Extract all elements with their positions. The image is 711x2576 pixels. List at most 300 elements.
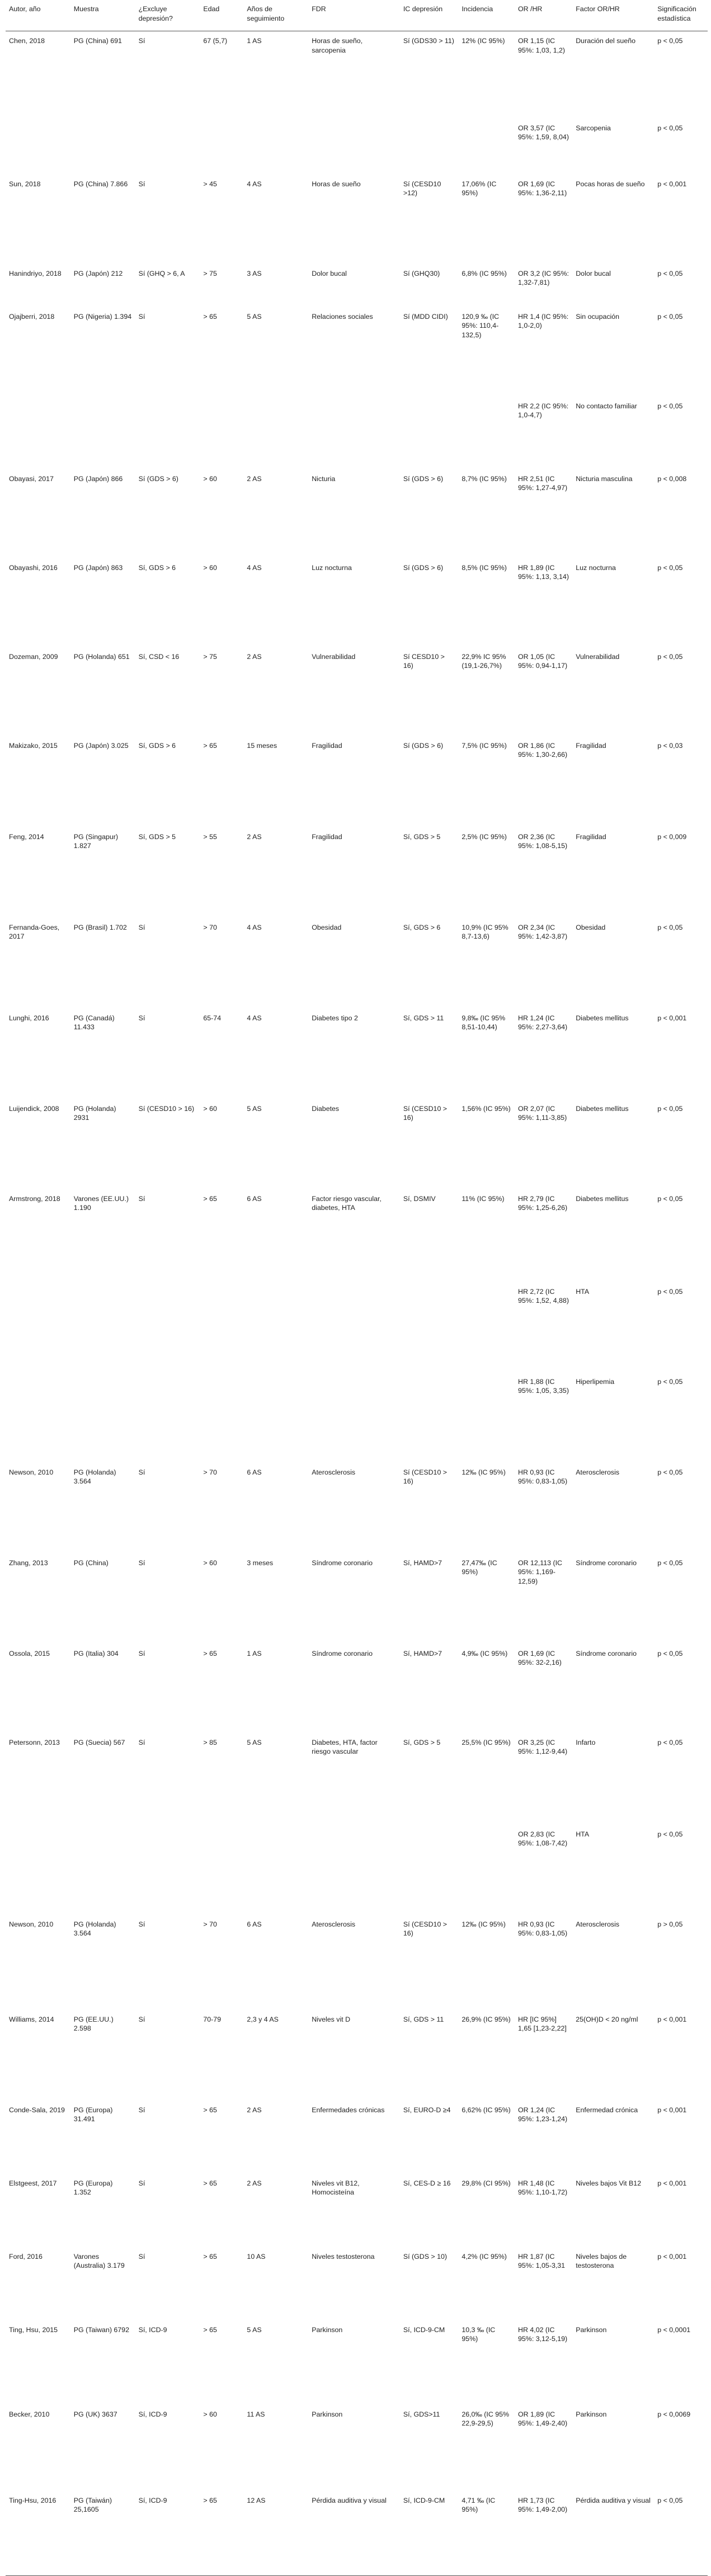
cell-author: Fernanda-Goes, 2017 [9,923,60,940]
cell-incidence [458,1282,515,1372]
cell-excludes-depression: Sí [138,1649,145,1657]
cell-excludes-depression: Sí [138,2106,145,2114]
table-row [6,2247,708,2320]
cell-risk-factor: Relaciones sociales [312,312,373,321]
column-header-significance: Significación estadística [654,0,708,31]
cell-sample: PG (Canadá) 11.433 [73,1014,115,1031]
cell-or-hr: OR 3,2 (IC 95%: 1,32-7,81) [518,269,569,286]
cell-or-hr: OR 12,113 (IC 95%: 1,169-12,59) [518,1558,562,1585]
cell-incidence: 12% (IC 95%) [462,37,505,45]
cell-or-hr: HR 2,79 (IC 95%: 1,25-6,26) [518,1194,568,1212]
cell-significance: p < 0,05 [657,1649,683,1657]
cell-incidence [458,1825,515,1915]
cell-depression-ic: Sí, GDS > 5 [403,832,441,841]
cell-follow-up: 4 AS [247,923,262,931]
cell-incidence: 22,9% IC 95% (19,1-26,7%) [462,652,506,670]
cell-depression-ic: Sí (GDS30 > 11) [403,37,454,45]
cell-author: Williams, 2014 [9,2015,54,2023]
table-row [6,1282,708,1372]
cell-or-hr: OR 1,24 (IC 95%: 1,23-1,24) [518,2106,568,2123]
cell-age: > 60 [203,2410,217,2418]
cell-sample: PG (Europa) 31.491 [73,2106,113,2123]
cell-or-hr: OR 3,57 (IC 95%: 1,59, 8,04) [518,124,569,141]
cell-follow-up: 5 AS [247,1738,262,1746]
cell-excludes-depression: Sí (GDS > 6) [138,474,178,483]
cell-risk-factor: Nicturia [312,474,336,483]
cell-age: > 70 [203,923,217,931]
cell-follow-up: 5 AS [247,2325,262,2334]
cell-factor: Síndrome coronario [576,1649,637,1657]
cell-follow-up: 5 AS [247,312,262,321]
cell-author: Becker, 2010 [9,2410,50,2418]
cell-excludes-depression: Sí [138,2179,145,2187]
cell-depression-ic: Sí (GDS > 6) [403,563,444,572]
table-row [6,736,708,827]
cell-risk-factor: Pérdida auditiva y visual [308,2491,400,2576]
cell-excludes-depression: Sí (CESD10 > 16) [138,1104,195,1113]
table-row [6,1372,708,1463]
cell-depression-ic: Sí, ICD-9-CM [400,2491,458,2576]
cell-age: > 65 [203,2106,217,2114]
cell-significance: p < 0,03 [657,741,683,750]
cell-risk-factor: Luz nocturna [312,563,352,572]
cell-excludes-depression [135,1282,200,1372]
cell-follow-up: 15 meses [247,741,277,750]
cell-depression-ic: Sí, EURO-D ≥4 [403,2106,451,2114]
cell-sample: PG (Japón) 863 [73,563,123,572]
cell-follow-up: 6 AS [247,1194,262,1203]
cell-excludes-depression: Sí [138,1558,145,1567]
cell-significance: p < 0,05 [654,2491,708,2576]
cell-or-hr: HR [IC 95%] 1,65 [1,23-2,22] [518,2015,567,2032]
cell-risk-factor: Diabetes tipo 2 [312,1014,358,1022]
cell-excludes-depression [135,1372,200,1463]
table-row [6,558,708,647]
cell-age: 67 (5,7) [203,37,228,45]
cell-significance: p < 0,001 [657,2106,687,2114]
column-header-factor: Factor OR/HR [572,0,654,31]
cell-risk-factor: Síndrome coronario [312,1558,373,1567]
table-row [6,2405,708,2491]
cell-sample: PG (Europa) 1.352 [73,2179,113,2196]
cell-or-hr: OR 2,34 (IC 95%: 1,42-3,87) [518,923,568,940]
cell-age: > 85 [203,1738,217,1746]
cell-follow-up: 11 AS [247,2410,265,2418]
cell-incidence: 11% (IC 95%) [462,1194,505,1203]
cell-depression-ic: Sí, GDS > 5 [403,1738,441,1746]
cell-author: Ting, Hsu, 2015 [9,2325,58,2334]
cell-or-hr: OR 1,69 (IC 95%: 1,36-2,11) [518,180,567,197]
cell-sample: PG (Holanda) 2931 [73,1104,116,1122]
cell-significance: p < 0,001 [657,2179,687,2187]
cell-factor: Obesidad [576,923,606,931]
cell-sample [70,1825,135,1915]
cell-follow-up: 10 AS [247,2252,266,2261]
cell-factor: Sarcopenia [576,124,611,132]
cell-age: > 65 [203,1194,217,1203]
cell-depression-ic: Sí, ICD-9-CM [403,2325,445,2334]
cell-risk-factor: Fragilidad [312,741,342,750]
cell-incidence: 10,9% (IC 95% 8,7-13,6) [462,923,508,940]
cell-depression-ic: Sí (CESD10 > 16) [403,1104,448,1122]
cell-risk-factor: Horas de sueño [312,180,361,188]
cell-significance: p < 0,05 [657,1558,683,1567]
table-row [6,1189,708,1282]
cell-age: > 60 [203,474,217,483]
cell-author: Ossola, 2015 [9,1649,50,1657]
cell-incidence: 25,5% (IC 95%) [462,1738,511,1746]
cell-or-hr: HR 0,93 (IC 95%: 0,83-1,05) [518,1920,568,1937]
cell-or-hr: HR 1,89 (IC 95%: 1,13, 3,14) [518,563,569,581]
cell-age: 70-79 [203,2015,222,2023]
cell-depression-ic: Sí (CESD10 >12) [403,180,441,197]
table-header-row [6,0,708,31]
cell-depression-ic: Sí (GDS > 10) [403,2252,448,2261]
cell-incidence: 8,5% (IC 95%) [462,563,507,572]
table-row [6,2101,708,2174]
cell-author [6,1372,70,1463]
cell-author: Chen, 2018 [9,37,45,45]
cell-risk-factor: Parkinson [312,2410,343,2418]
cell-author [6,1825,70,1915]
cell-author [6,119,70,175]
cell-factor: Niveles bajos de testosterona [576,2252,627,2269]
cell-or-hr: HR 1,24 (IC 95%: 2,27-3,64) [518,1014,568,1031]
cell-risk-factor: Factor riesgo vascular, diabetes, HTA [312,1194,382,1212]
cell-follow-up: 6 AS [247,1920,262,1928]
cell-factor: Diabetes mellitus [576,1194,629,1203]
cell-significance: p < 0,05 [657,1738,683,1746]
cell-significance: p < 0,05 [657,124,683,132]
table-row [6,1733,708,1825]
cell-significance: p < 0,0069 [657,2410,691,2418]
cell-author: Feng, 2014 [9,832,44,841]
cell-significance: p < 0,05 [657,269,683,277]
cell-incidence: 2,5% (IC 95%) [462,832,507,841]
cell-depression-ic: Sí, GDS>11 [403,2410,440,2418]
cell-risk-factor: Niveles vit D [312,2015,351,2023]
cell-risk-factor [308,397,400,469]
cell-factor: Síndrome coronario [576,1558,637,1567]
cell-or-hr: HR 1,87 (IC 95%: 1,05-3,31 [518,2252,566,2269]
cell-follow-up: 4 AS [247,180,262,188]
column-header-or-hr: OR /HR [515,0,572,31]
cell-incidence: 4,9‰ (IC 95%) [462,1649,508,1657]
cell-author: Petersonn, 2013 [9,1738,60,1746]
cell-significance: p < 0,05 [657,1377,683,1386]
cell-or-hr: OR 2,36 (IC 95%: 1,08-5,15) [518,832,568,850]
cell-factor: Sin ocupación [576,312,620,321]
cell-excludes-depression: Sí, GDS > 5 [138,832,176,841]
cell-significance: p < 0,05 [657,652,683,661]
table-row [6,1915,708,2010]
cell-factor: 25(OH)D < 20 ng/ml [576,2015,638,2023]
cell-excludes-depression: Sí, GDS > 6 [138,563,176,572]
table-row [6,1009,708,1099]
cell-or-hr: HR 2,51 (IC 95%: 1,27-4,97) [518,474,568,492]
cell-depression-ic: Sí, GDS > 11 [403,1014,444,1022]
cell-follow-up: 2 AS [247,474,262,483]
cell-incidence [458,1372,515,1463]
table-row [6,175,708,264]
table-row [6,1644,708,1733]
table-row [6,264,708,307]
cell-risk-factor [308,1825,400,1915]
column-header-depression-ic: IC depresión [400,0,458,31]
cell-depression-ic: Sí, CES-D ≥ 16 [403,2179,451,2187]
cell-incidence: 12‰ (IC 95%) [462,1920,506,1928]
table-row [6,397,708,469]
cell-risk-factor: Vulnerabilidad [312,652,356,661]
cell-incidence: 7,5% (IC 95%) [462,741,507,750]
cell-sample: PG (Singapur) 1.827 [73,832,118,850]
cell-author: Newson, 2010 [9,1920,54,1928]
cell-incidence: 1,56% (IC 95%) [462,1104,511,1113]
cell-sample: PG (China) 7.866 [73,180,128,188]
cell-factor: Pocas horas de sueño [576,180,645,188]
cell-sample: PG (Japón) 3.025 [73,741,129,750]
cell-follow-up: 2 AS [247,2106,262,2114]
cell-or-hr: OR 2,83 (IC 95%: 1,08-7,42) [518,1830,568,1847]
cell-sample: PG (Nigeria) 1.394 [73,312,132,321]
cell-author: Elstgeest, 2017 [9,2179,57,2187]
cell-age: > 70 [203,1468,217,1476]
column-header-sample: Muestra [70,0,135,31]
cell-author [6,397,70,469]
cell-significance: p < 0,0001 [657,2325,691,2334]
cell-age: > 60 [203,1558,217,1567]
cell-age [200,119,243,175]
cell-depression-ic: Sí (CESD10 > 16) [403,1920,448,1937]
column-header-age: Edad [200,0,243,31]
cell-risk-factor: Diabetes, HTA, factor riesgo vascular [312,1738,378,1755]
cell-excludes-depression: Sí, ICD-9 [135,2491,200,2576]
cell-sample [70,397,135,469]
cell-factor: Diabetes mellitus [576,1104,629,1113]
cell-risk-factor: Parkinson [312,2325,343,2334]
cell-significance: p < 0,05 [657,563,683,572]
cell-factor: Parkinson [576,2325,607,2334]
cell-sample: PG (Taiwan) 6792 [73,2325,129,2334]
cell-age: > 60 [203,1104,217,1113]
cell-or-hr: HR 2,72 (IC 95%: 1,52, 4,88) [518,1287,569,1305]
cell-sample: PG (China) [73,1558,109,1567]
cell-sample [70,1282,135,1372]
cell-risk-factor: Niveles vit B12, Homocisteína [312,2179,360,2196]
cell-follow-up: 4 AS [247,563,262,572]
cell-age: > 65 [203,1649,217,1657]
cell-depression-ic [400,1282,458,1372]
cell-follow-up: 12 AS [243,2491,308,2576]
cell-follow-up [243,1282,308,1372]
cell-author: Sun, 2018 [9,180,41,188]
cell-significance: p < 0,05 [657,1468,683,1476]
cell-excludes-depression: Sí [138,312,145,321]
cell-excludes-depression: Sí, ICD-9 [138,2325,167,2334]
cell-factor: Infarto [576,1738,596,1746]
cell-age [200,1372,243,1463]
cell-or-hr: OR 1,15 (IC 95%: 1,03, 1,2) [518,37,566,54]
cell-factor: No contacto familiar [576,402,637,410]
cell-excludes-depression: Sí [138,1920,145,1928]
column-header-follow-up: Años de seguimiento [243,0,308,31]
cell-excludes-depression [135,119,200,175]
cell-incidence [458,397,515,469]
cell-excludes-depression: Sí [138,923,145,931]
cell-factor: Aterosclerosis [576,1468,620,1476]
cell-excludes-depression: Sí (GHQ > 6, A [138,269,185,277]
cell-age: > 45 [203,180,217,188]
cell-sample: PG (EE.UU.) 2.598 [73,2015,114,2032]
table-row [6,2174,708,2247]
cell-sample: PG (Holanda) 3.564 [73,1468,116,1485]
cell-incidence: 12‰ (IC 95%) [462,1468,506,1476]
cell-excludes-depression [135,1825,200,1915]
cell-factor: Enfermedad crónica [576,2106,638,2114]
cell-sample: PG (Japón) 212 [73,269,123,277]
cell-author: Lunghi, 2016 [9,1014,49,1022]
table-row [6,307,708,397]
cell-factor: Aterosclerosis [576,1920,620,1928]
cell-sample: PG (China) 691 [73,37,122,45]
cell-depression-ic [400,1372,458,1463]
cell-author: Makizako, 2015 [9,741,58,750]
cell-incidence: 10,3 ‰ (IC 95%) [462,2325,496,2343]
cell-depression-ic: Sí, HAMD>7 [403,1558,442,1567]
cell-or-hr: OR 2,07 (IC 95%: 1,11-3,85) [518,1104,567,1122]
cell-excludes-depression: Sí, ICD-9 [138,2410,167,2418]
cell-factor: Duración del sueño [576,37,636,45]
cell-risk-factor: Aterosclerosis [312,1920,356,1928]
cell-follow-up: 1 AS [247,37,262,45]
cell-or-hr: OR 3,25 (IC 95%: 1,12-9,44) [518,1738,568,1755]
cell-risk-factor: Dolor bucal [312,269,347,277]
cell-excludes-depression: Sí [138,1738,145,1746]
cell-risk-factor: Obesidad [312,923,342,931]
cell-incidence: 29,8% (CI 95%) [462,2179,511,2187]
cell-sample: PG (UK) 3637 [73,2410,117,2418]
cell-risk-factor: Enfermedades crónicas [312,2106,385,2114]
cell-author: Hanindriyo, 2018 [9,269,62,277]
cell-risk-factor: Horas de sueño, sarcopenia [312,37,363,54]
cell-follow-up: 3 AS [247,269,262,277]
cell-or-hr: HR 1,88 (IC 95%: 1,05, 3,35) [518,1377,569,1395]
cell-age: > 65 [200,2491,243,2576]
cell-sample: Varones (Australia) 3.179 [73,2252,125,2269]
cell-author: Ting-Hsu, 2016 [6,2491,70,2576]
cell-author: Conde-Sala, 2019 [9,2106,65,2114]
cell-incidence: 9,8‰ (IC 95% 8,51-10,44) [462,1014,506,1031]
cell-factor: Dolor bucal [576,269,611,277]
cell-age [200,1282,243,1372]
column-header-author: Autor, año [6,0,70,31]
cell-age: > 65 [203,312,217,321]
cell-depression-ic [400,1825,458,1915]
cell-significance: p < 0,05 [657,402,683,410]
table-row [6,1463,708,1553]
cell-significance: p < 0,009 [657,832,687,841]
cell-sample [70,119,135,175]
cell-excludes-depression: Sí [138,1014,145,1022]
cell-factor: Niveles bajos Vit B12 [576,2179,642,2187]
cell-depression-ic: Sí, GDS > 6 [403,923,441,931]
column-header-risk-factor: FDR [308,0,400,31]
cell-risk-factor: Síndrome coronario [312,1649,373,1657]
column-header-incidence: Incidencia [458,0,515,31]
cell-author: Obayashi, 2016 [9,563,58,572]
cell-or-hr: OR 1,89 (IC 95%: 1,49-2,40) [518,2410,568,2427]
cell-risk-factor [308,1282,400,1372]
cell-sample: PG (Suecia) 567 [73,1738,125,1746]
cell-follow-up [243,119,308,175]
cell-factor: Fragilidad [576,741,606,750]
cell-significance: p < 0,008 [657,474,687,483]
cell-follow-up [243,1372,308,1463]
cell-depression-ic: Sí (GDS > 6) [403,474,444,483]
cell-or-hr: OR 1,05 (IC 95%: 0,94-1,17) [518,652,568,670]
cell-factor: HTA [576,1287,590,1296]
cell-depression-ic: Sí, HAMD>7 [403,1649,442,1657]
cell-incidence: 6,8% (IC 95%) [462,269,507,277]
cell-factor: Hiperlipemia [576,1377,615,1386]
cell-excludes-depression [135,397,200,469]
cell-sample: PG (Japón) 866 [73,474,123,483]
cell-age: > 65 [203,2179,217,2187]
cell-significance: p < 0,05 [657,312,683,321]
cell-significance: p < 0,001 [657,2252,687,2261]
cell-follow-up: 2 AS [247,652,262,661]
cell-significance: p < 0,05 [657,1830,683,1838]
cell-depression-ic [400,397,458,469]
table-row [6,2491,708,2576]
cell-or-hr: OR 1,86 (IC 95%: 1,30-2,66) [518,741,568,759]
cell-depression-ic: Sí (GDS > 6) [403,741,444,750]
table-row [6,119,708,175]
cell-follow-up: 2 AS [247,2179,262,2187]
cell-incidence: 8,7% (IC 95%) [462,474,507,483]
cell-sample: PG (Taiwán) 25,1605 [70,2491,135,2576]
cell-follow-up: 6 AS [247,1468,262,1476]
cell-author: Obayasi, 2017 [9,474,54,483]
cell-follow-up: 4 AS [247,1014,262,1022]
cell-significance: p < 0,05 [657,1104,683,1113]
cell-incidence: 4,2% (IC 95%) [462,2252,507,2261]
cell-age: 65-74 [203,1014,222,1022]
cell-depression-ic [400,119,458,175]
cell-significance: p < 0,05 [657,37,683,45]
cell-age: > 75 [203,269,217,277]
table-row [6,1825,708,1915]
table-row [6,1099,708,1189]
cell-author: Ojajberri, 2018 [9,312,55,321]
cell-age: > 60 [203,563,217,572]
cell-follow-up: 2,3 y 4 AS [247,2015,279,2023]
cell-follow-up: 1 AS [247,1649,262,1657]
cell-follow-up: 3 meses [247,1558,274,1567]
cell-author [6,1282,70,1372]
cell-risk-factor: Fragilidad [312,832,342,841]
cell-significance: p < 0,05 [657,1287,683,1296]
cell-or-hr: HR 1,73 (IC 95%: 1,49-2,00) [515,2491,572,2576]
cell-excludes-depression: Sí [138,2252,145,2261]
cell-risk-factor: Aterosclerosis [312,1468,356,1476]
cell-risk-factor [308,1372,400,1463]
table-row [6,2320,708,2405]
cell-incidence: 6,62% (IC 95%) [462,2106,511,2114]
cell-author: Luijendick, 2008 [9,1104,59,1113]
cell-follow-up [243,397,308,469]
cell-sample: PG (Holanda) 651 [73,652,130,661]
